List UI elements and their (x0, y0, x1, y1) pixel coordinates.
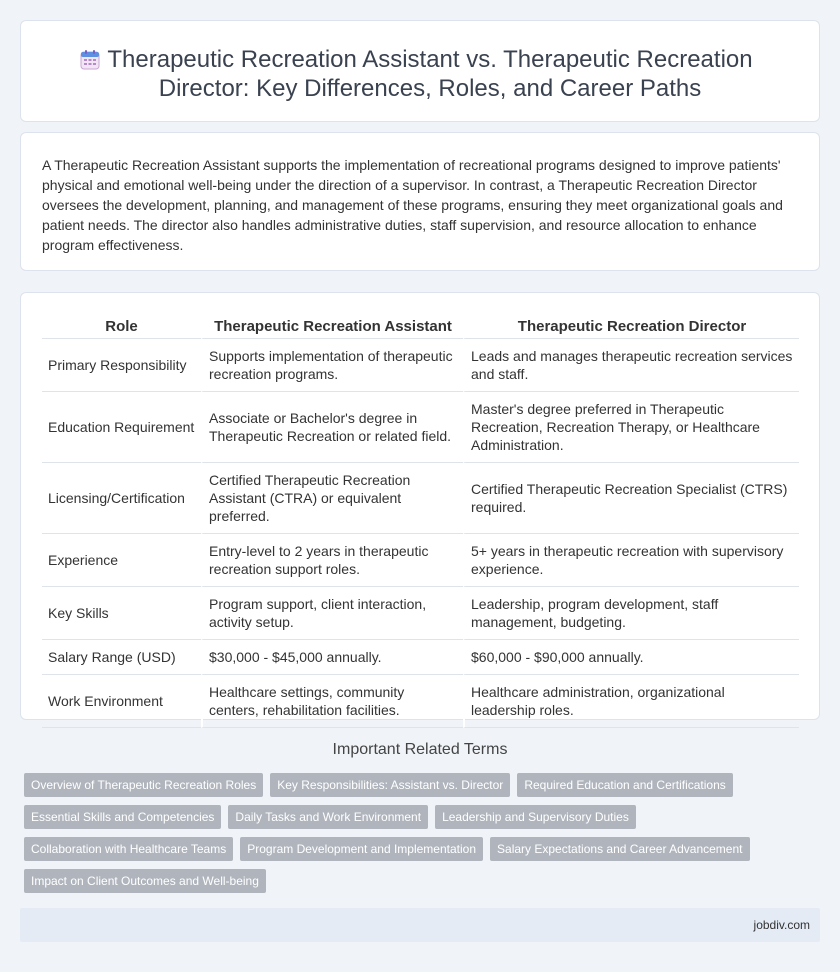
assistant-cell: Entry-level to 2 years in therapeutic recreation support roles. (201, 534, 463, 587)
table-row (42, 587, 799, 640)
director-cell: Master's degree preferred in Therapeutic Recreation, Recreation Therapy, or Healthcare Administration. (463, 392, 799, 463)
row-label: Education Requirement (42, 392, 201, 463)
table-row (42, 392, 799, 463)
assistant-cell: $30,000 - $45,000 annually. (201, 640, 463, 675)
related-term-tag[interactable]: Daily Tasks and Work Environment (228, 805, 428, 829)
assistant-cell: Associate or Bachelor's degree in Therapeutic Recreation or related field. (201, 392, 463, 463)
table-row (42, 640, 799, 675)
site-link[interactable]: jobdiv.com (753, 918, 810, 932)
assistant-cell: Certified Therapeutic Recreation Assistant (CTRA) or equivalent preferred. (201, 463, 463, 534)
table-row (42, 675, 799, 728)
row-label: Work Environment (42, 675, 201, 728)
table-row (42, 534, 799, 587)
assistant-cell: Program support, client interaction, activity setup. (201, 587, 463, 640)
related-term-tag[interactable]: Collaboration with Healthcare Teams (24, 837, 233, 861)
related-terms-list (24, 773, 804, 901)
related-term-tag[interactable]: Essential Skills and Competencies (24, 805, 221, 829)
row-label: Primary Responsibility (42, 339, 201, 392)
related-term-tag[interactable]: Impact on Client Outcomes and Well-being (24, 869, 266, 893)
related-term-tag[interactable]: Key Responsibilities: Assistant vs. Director (270, 773, 510, 797)
column-header: Role (42, 313, 201, 339)
intro-paragraph: A Therapeutic Recreation Assistant supports the implementation of recreational programs designed to improve patients' physical and emotional well-being under the direction of a supervisor. In contrast, a Therapeutic Recreation Director oversees the development, planning, and management of these programs, ensuring they meet organizational goals and patient needs. The director also handles administrative duties, staff supervision, and resource allocation to enhance program effectiveness. (42, 157, 783, 253)
table-header-row (42, 313, 799, 339)
related-term-tag[interactable]: Leadership and Supervisory Duties (435, 805, 636, 829)
intro-card (20, 132, 820, 271)
director-cell: Leadership, program development, staff management, budgeting. (463, 587, 799, 640)
director-cell: Certified Therapeutic Recreation Specialist (CTRS) required. (463, 463, 799, 534)
director-cell: $60,000 - $90,000 annually. (463, 640, 799, 675)
column-header: Therapeutic Recreation Assistant (201, 313, 463, 339)
related-terms-heading: Important Related Terms (332, 741, 508, 758)
table-row (42, 339, 799, 392)
page-title: Therapeutic Recreation Assistant vs. Therapeutic Recreation Director: Key Differences, Roles, and Career Paths (107, 46, 753, 102)
title-card (20, 20, 820, 122)
row-label: Key Skills (42, 587, 201, 640)
comparison-table (42, 313, 799, 728)
related-term-tag[interactable]: Salary Expectations and Career Advancement (490, 837, 749, 861)
comparison-card (20, 292, 820, 720)
related-term-tag[interactable]: Program Development and Implementation (240, 837, 483, 861)
director-cell: Healthcare administration, organizational leadership roles. (463, 675, 799, 728)
row-label: Experience (42, 534, 201, 587)
related-term-tag[interactable]: Overview of Therapeutic Recreation Roles (24, 773, 263, 797)
assistant-cell: Supports implementation of therapeutic recreation programs. (201, 339, 463, 392)
table-row (42, 463, 799, 534)
related-term-tag[interactable]: Required Education and Certifications (517, 773, 732, 797)
row-label: Licensing/Certification (42, 463, 201, 534)
director-cell: Leads and manages therapeutic recreation services and staff. (463, 339, 799, 392)
assistant-cell: Healthcare settings, community centers, rehabilitation facilities. (201, 675, 463, 728)
row-label: Salary Range (USD) (42, 640, 201, 675)
column-header: Therapeutic Recreation Director (463, 313, 799, 339)
footer-bar (20, 908, 820, 942)
director-cell: 5+ years in therapeutic recreation with supervisory experience. (463, 534, 799, 587)
